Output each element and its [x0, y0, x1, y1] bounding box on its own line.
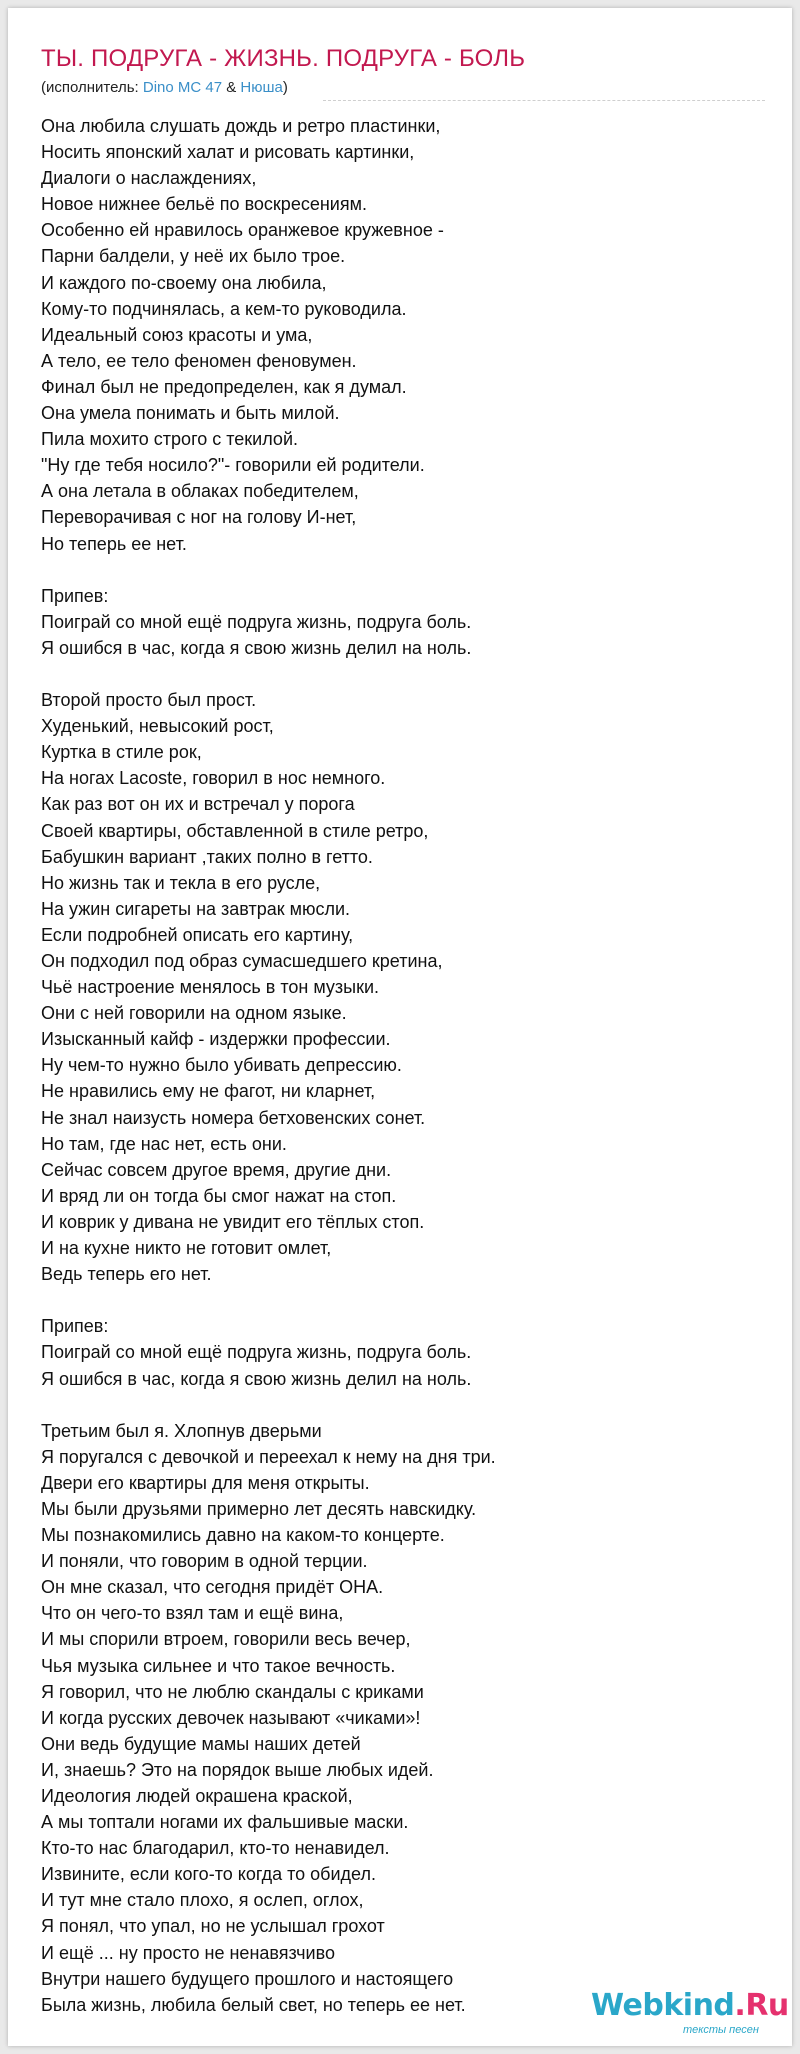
lyric-line: И мы спорили втроем, говорили весь вечер,: [41, 1629, 411, 1650]
lyric-line: Как раз вот он их и встречал у порога: [41, 794, 355, 815]
lyrics-text: [41, 113, 761, 2018]
lyric-line: На ужин сигареты на завтрак мюсли.: [41, 898, 351, 919]
lyric-line: Бабушкин вариант ,таких полно в гетто.: [41, 846, 373, 867]
lyric-line: И вряд ли он тогда бы смог нажат на стоп.: [41, 1185, 397, 1206]
lyric-line: Они с ней говорили на одном языке.: [41, 1003, 347, 1024]
lyric-line: Не знал наизусть номера бетховенских сонет.: [41, 1107, 426, 1128]
lyric-line: Третьим был я. Хлопнув дверьми: [41, 1420, 322, 1441]
lyric-line: Он подходил под образ сумасшедшего кретина,: [41, 951, 443, 971]
artist-separator: &: [222, 79, 241, 96]
lyric-line: Изысканный кайф - издержки профессии.: [41, 1029, 391, 1050]
lyric-line: Сейчас совсем другое время, другие дни.: [41, 1159, 392, 1180]
lyric-line: Я понял, что упал, но не услышал грохот: [41, 1916, 385, 1937]
lyric-line: Своей квартиры, обставленной в стиле ретро,: [41, 820, 429, 841]
lyric-line: Пила мохито строго с текилой.: [41, 429, 299, 450]
lyric-line: Двери его квартиры для меня открыты.: [41, 1472, 370, 1493]
lyric-line: Куртка в стиле рок,: [41, 742, 202, 763]
lyric-line: Извините, если кого-то когда то обидел.: [41, 1864, 376, 1885]
lyric-line: [41, 661, 761, 687]
lyric-line: И, знаешь? Это на порядок выше любых идей.: [41, 1759, 434, 1780]
lyric-line: Парни балдели, у неё их было трое.: [41, 246, 346, 267]
lyric-line: Носить японский халат и рисовать картинки,: [41, 142, 415, 163]
lyric-line: Я ошибся в час, когда я свою жизнь делил на ноль.: [41, 1368, 472, 1389]
lyric-line: А тело, ее тело феномен феновумен.: [41, 350, 357, 371]
lyric-line: Он мне сказал, что сегодня придёт ОНА.: [41, 1577, 384, 1598]
artist-link-nyusha[interactable]: Нюша: [240, 79, 283, 96]
logo-subtitle: тексты песен: [683, 2024, 759, 2036]
lyric-line: Особенно ей нравилось оранжевое кружевное -: [41, 220, 444, 241]
page-card: [8, 8, 792, 2046]
lyric-line: Но там, где нас нет, есть они.: [41, 1133, 287, 1154]
lyric-line: Новое нижнее бельё по воскресениям.: [41, 194, 367, 215]
lyric-line: Идеология людей окрашена краской,: [41, 1786, 353, 1806]
lyric-line: Чьё настроение менялось в тон музыки.: [41, 977, 380, 998]
logo-tld-text: .Ru: [734, 1988, 789, 2023]
lyric-line: Припев:: [41, 1316, 109, 1337]
dashed-divider: [323, 100, 765, 101]
webkind-logo[interactable]: [591, 1989, 789, 2023]
artist-prefix: (исполнитель:: [41, 79, 143, 96]
lyric-line: Я ошибся в час, когда я свою жизнь делил на ноль.: [41, 637, 472, 658]
lyric-line: Кому-то подчинялась, а кем-то руководила.: [41, 298, 407, 319]
lyric-line: Я поругался с девочкой и переехал к нему на дня три.: [41, 1446, 496, 1467]
lyric-line: И поняли, что говорим в одной терции.: [41, 1551, 368, 1572]
lyric-line: Идеальный союз красоты и ума,: [41, 324, 313, 345]
lyric-line: Если подробней описать его картину,: [41, 924, 354, 945]
artist-line: [41, 78, 288, 98]
lyric-line: Худенький, невысокий рост,: [41, 716, 274, 737]
lyric-line: Поиграй со мной ещё подруга жизнь, подруга боль.: [41, 1342, 472, 1363]
lyric-line: Кто-то нас благодарил, кто-то ненавидел.: [41, 1838, 390, 1859]
lyric-line: И на кухне никто не готовит омлет,: [41, 1238, 332, 1259]
lyric-line: А мы топтали ногами их фальшивые маски.: [41, 1812, 409, 1833]
lyric-line: Чья музыка сильнее и что такое вечность.: [41, 1655, 396, 1676]
lyric-line: Диалоги о наслаждениях,: [41, 168, 257, 189]
lyric-line: Она умела понимать и быть милой.: [41, 403, 340, 424]
logo-main-text: Webkind: [591, 1988, 735, 2023]
lyric-line: Ну чем-то нужно было убивать депрессию.: [41, 1055, 402, 1076]
lyric-line: На ногах Lacoste, говорил в нос немного.: [41, 768, 386, 789]
lyric-line: "Ну где тебя носило?"- говорили ей родители.: [41, 455, 425, 476]
lyric-line: Финал был не предопределен, как я думал.: [41, 376, 407, 397]
lyric-line: Я говорил, что не люблю скандалы с криками: [41, 1681, 424, 1702]
lyric-line: Они ведь будущие мамы наших детей: [41, 1733, 361, 1754]
lyric-line: Что он чего-то взял там и ещё вина,: [41, 1603, 344, 1624]
lyric-line: Не нравились ему не фагот, ни кларнет,: [41, 1081, 376, 1102]
lyric-line: А она летала в облаках победителем,: [41, 481, 359, 502]
lyric-line: И тут мне стало плохо, я ослеп, оглох,: [41, 1890, 364, 1911]
lyric-line: Переворачивая с ног на голову И-нет,: [41, 507, 357, 528]
artist-link-dino-mc-47[interactable]: Dino MC 47: [142, 79, 223, 96]
lyric-line: Мы познакомились давно на каком-то концерте.: [41, 1525, 445, 1546]
lyric-line: Была жизнь, любила белый свет, но теперь ее нет.: [41, 1994, 466, 2015]
lyric-line: [41, 1392, 761, 1418]
lyric-line: Поиграй со мной ещё подруга жизнь, подруга боль.: [41, 611, 472, 632]
lyric-line: Но жизнь так и текла в его русле,: [41, 872, 321, 893]
lyric-line: И коврик у дивана не увидит его тёплых стоп.: [41, 1211, 425, 1232]
lyric-line: [41, 557, 761, 583]
lyric-line: Припев:: [41, 585, 109, 606]
lyric-line: И каждого по-своему она любила,: [41, 272, 327, 293]
lyric-line: Она любила слушать дождь и ретро пластинки,: [41, 116, 441, 136]
song-title: ТЫ. ПОДРУГА - ЖИЗНЬ. ПОДРУГА - БОЛЬ: [41, 45, 526, 72]
lyric-line: Внутри нашего будущего прошлого и настоящего: [41, 1968, 454, 1989]
lyric-line: Второй просто был прост.: [41, 690, 257, 711]
lyric-line: Ведь теперь его нет.: [41, 1264, 212, 1285]
artist-suffix: ): [282, 79, 288, 96]
lyric-line: Но теперь ее нет.: [41, 533, 187, 554]
lyric-line: И ещё ... ну просто не ненавязчиво: [41, 1942, 335, 1963]
lyric-line: И когда русских девочек называют «чиками»!: [41, 1707, 421, 1728]
lyric-line: [41, 1287, 761, 1313]
lyric-line: Мы были друзьями примерно лет десять навскидку.: [41, 1498, 477, 1519]
